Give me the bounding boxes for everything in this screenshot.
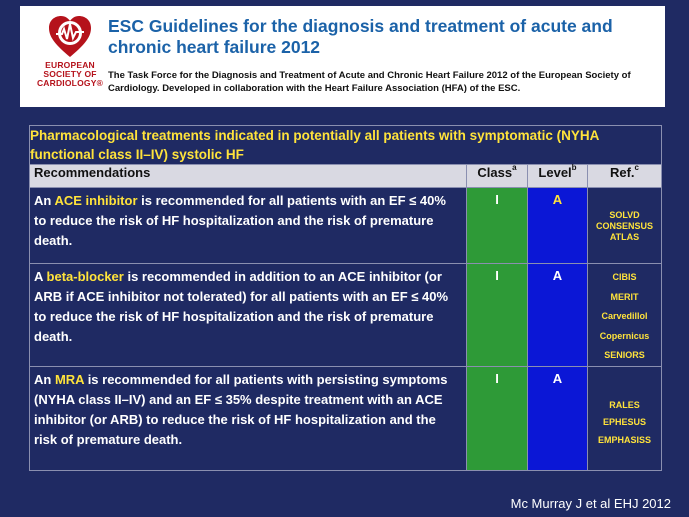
level-cell: A: [528, 264, 588, 367]
class-cell: I: [467, 366, 528, 470]
col-recommendations: Recommendations: [30, 165, 467, 188]
level-cell: A: [528, 366, 588, 470]
col-ref: Ref.$^c$: [588, 165, 662, 188]
ref-cell: CIBIS MERIT Carvedillol Copernicus SENIORS: [588, 264, 662, 367]
level-cell: A: [528, 188, 588, 264]
esc-logo: [28, 14, 112, 104]
heart-ecg-logo-icon: [47, 14, 93, 60]
col-level: Level$^b$: [528, 165, 588, 188]
recommendation-text: An ACE inhibitor is recommended for all patients with an EF ≤ 40% to reduce the risk of HF hospitalization and the risk of premature death.: [30, 188, 467, 264]
drug-keyword: MRA: [54, 371, 85, 387]
recommendations-table: [29, 125, 662, 471]
table-heading: Pharmacological treatments indicated in potentially all patients with symptomatic (NYHA functional class II–IV) systolic HF: [30, 126, 662, 165]
class-cell: I: [467, 264, 528, 367]
recommendation-text: A beta-blocker is recommended in addition to an ACE inhibitor (or ARB if ACE inhibitor not tolerated) for all patients with an EF ≤ 40% to reduce the risk of HF hospitalization and the risk of premature death.: [30, 264, 467, 367]
table-row: [30, 264, 662, 367]
table-row: [30, 188, 662, 264]
column-header-row: [30, 165, 662, 188]
col-class: Class$^a$: [467, 165, 528, 188]
drug-keyword: beta-blocker: [46, 269, 124, 284]
page-subtitle: The Task Force for the Diagnosis and Treatment of Acute and Chronic Heart Failure 2012 of the European Society of Cardiology. Developed in collaboration with the Heart Failure Association (HFA) of the ESC.: [108, 70, 631, 94]
class-cell: I: [467, 188, 528, 264]
table-row: [30, 366, 662, 470]
page-title: ESC Guidelines for the diagnosis and treatment of acute and chronic heart failure 2012: [108, 16, 613, 57]
recommendation-text: An MRA is recommended for all patients with persisting symptoms (NYHA class II–IV) and an EF ≤ 35% despite treatment with an ACE inhibitor (or ARB) to reduce the risk of HF hospitalization and the risk of premature death.: [30, 366, 467, 470]
logo-text: EUROPEAN SOCIETY OF CARDIOLOGY®: [36, 60, 104, 88]
citation: Mc Murray J et al EHJ 2012: [510, 496, 671, 511]
table-heading-row: [30, 126, 662, 165]
drug-keyword: ACE inhibitor: [54, 193, 138, 208]
ref-cell: RALES EPHESUS EMPHASISS: [588, 366, 662, 470]
ref-cell: SOLVD CONSENSUS ATLAS: [588, 188, 662, 264]
slide-header: [20, 6, 665, 107]
